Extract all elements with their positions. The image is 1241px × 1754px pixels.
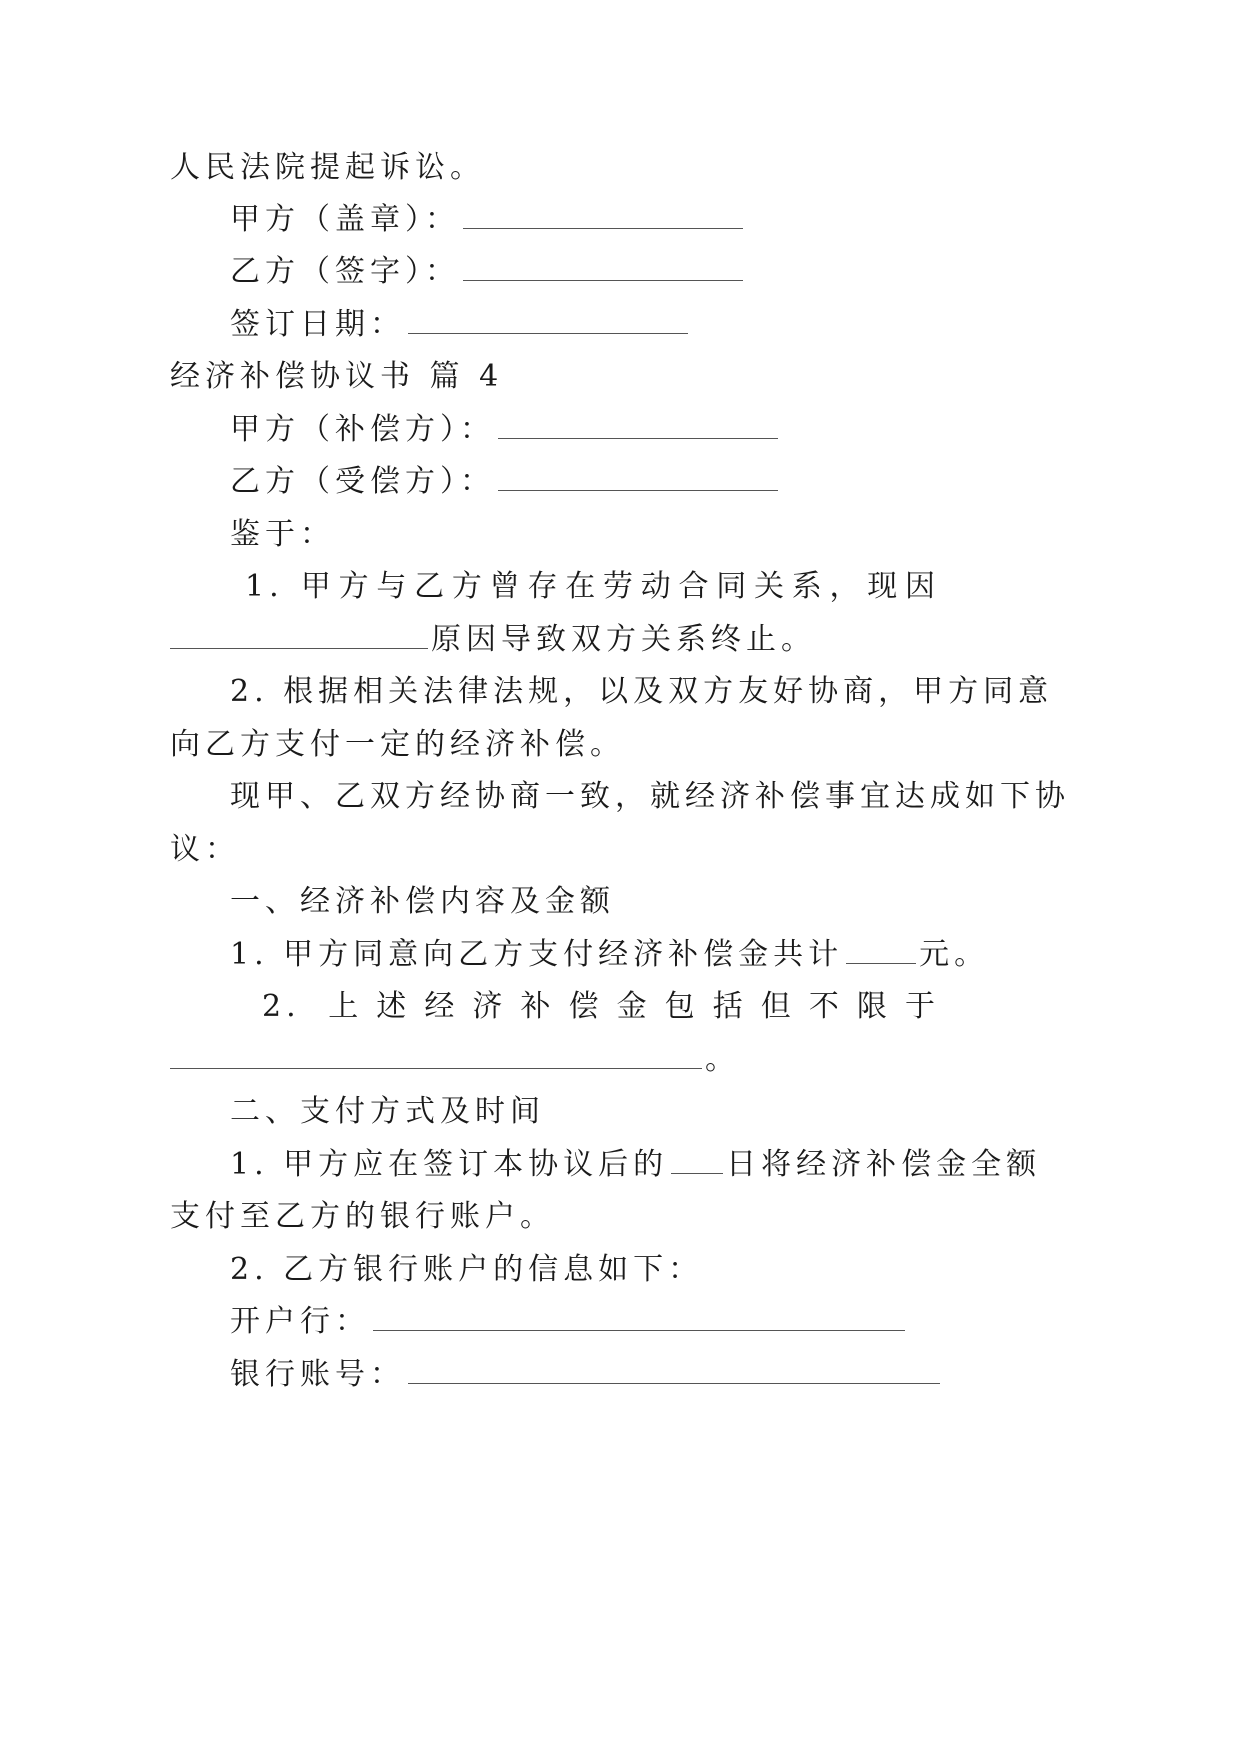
signature-line-party-a [230,200,746,240]
line-label: 乙方（受偿方）： [230,464,495,499]
bank-account-line [230,1355,943,1395]
line-text: 经济补偿协议书 篇 4 [170,359,504,394]
text-line [170,620,816,660]
text-line [170,1197,555,1237]
text-line [170,148,485,188]
signing-date-line [230,305,691,345]
fill-in-blank [408,325,688,334]
party-b-line [230,462,781,502]
line-text: 2. 根据相关法律法规，以及双方友好协商，甲方同意 [230,674,1054,709]
text-line [230,777,1070,817]
fill-in-blank [463,220,743,229]
line-label: 甲方（盖章）： [230,202,460,237]
line-text: 议： [170,832,240,867]
fill-in-blank [463,272,743,281]
fill-in-blank [498,430,778,439]
text-line [230,935,989,975]
text-line [170,725,625,765]
fill-in-blank [846,955,916,964]
text-line [170,830,240,870]
section-title [170,357,503,397]
clause-heading [230,1092,545,1132]
clause-heading [230,882,615,922]
text-line [230,515,335,555]
line-text: 日将经济补偿金全额 [726,1147,1042,1182]
party-a-line [230,410,781,450]
text-line [230,672,1053,712]
line-text: 鉴于： [230,517,335,552]
line-label: 开户行： [230,1304,370,1339]
line-text: 人民法院提起诉讼。 [170,150,485,185]
fill-in-blank [373,1322,905,1331]
fill-in-blank [170,1060,702,1069]
fill-in-blank [671,1165,723,1174]
bank-name-line [230,1302,908,1342]
line-label: 银行账号： [230,1357,405,1392]
text-line [262,987,940,1027]
fill-in-blank [170,640,428,649]
line-label: 签订日期： [230,307,405,342]
line-text: 原因导致双方关系终止。 [431,622,816,657]
text-line [230,1145,1041,1185]
fill-in-blank [498,482,778,491]
line-text: 支付至乙方的银行账户。 [170,1199,555,1234]
line-text: 1. 甲方应在签订本协议后的 [230,1147,669,1182]
text-line [170,1040,740,1080]
line-text: 二、支付方式及时间 [230,1094,545,1129]
signature-line-party-b [230,252,746,292]
text-line [230,1250,703,1290]
line-text: 2. 上述经济补偿金包括但不限于 [262,989,940,1024]
line-label: 乙方（签字）： [230,254,460,289]
line-text: 1. 甲方与乙方曾存在劳动合同关系，现因 [245,569,940,604]
line-text: 一、经济补偿内容及金额 [230,884,615,919]
line-text: 2. 乙方银行账户的信息如下： [230,1252,704,1287]
text-line [245,567,940,607]
line-text: 1. 甲方同意向乙方支付经济补偿金共计 [230,937,844,972]
fill-in-blank [408,1375,940,1384]
line-text: 现甲、乙双方经协商一致，就经济补偿事宜达成如下协 [230,779,1070,814]
line-text: 向乙方支付一定的经济补偿。 [170,727,625,762]
line-label: 甲方（补偿方）： [230,412,495,447]
line-text: 。 [705,1042,740,1077]
line-text: 元。 [919,937,990,972]
